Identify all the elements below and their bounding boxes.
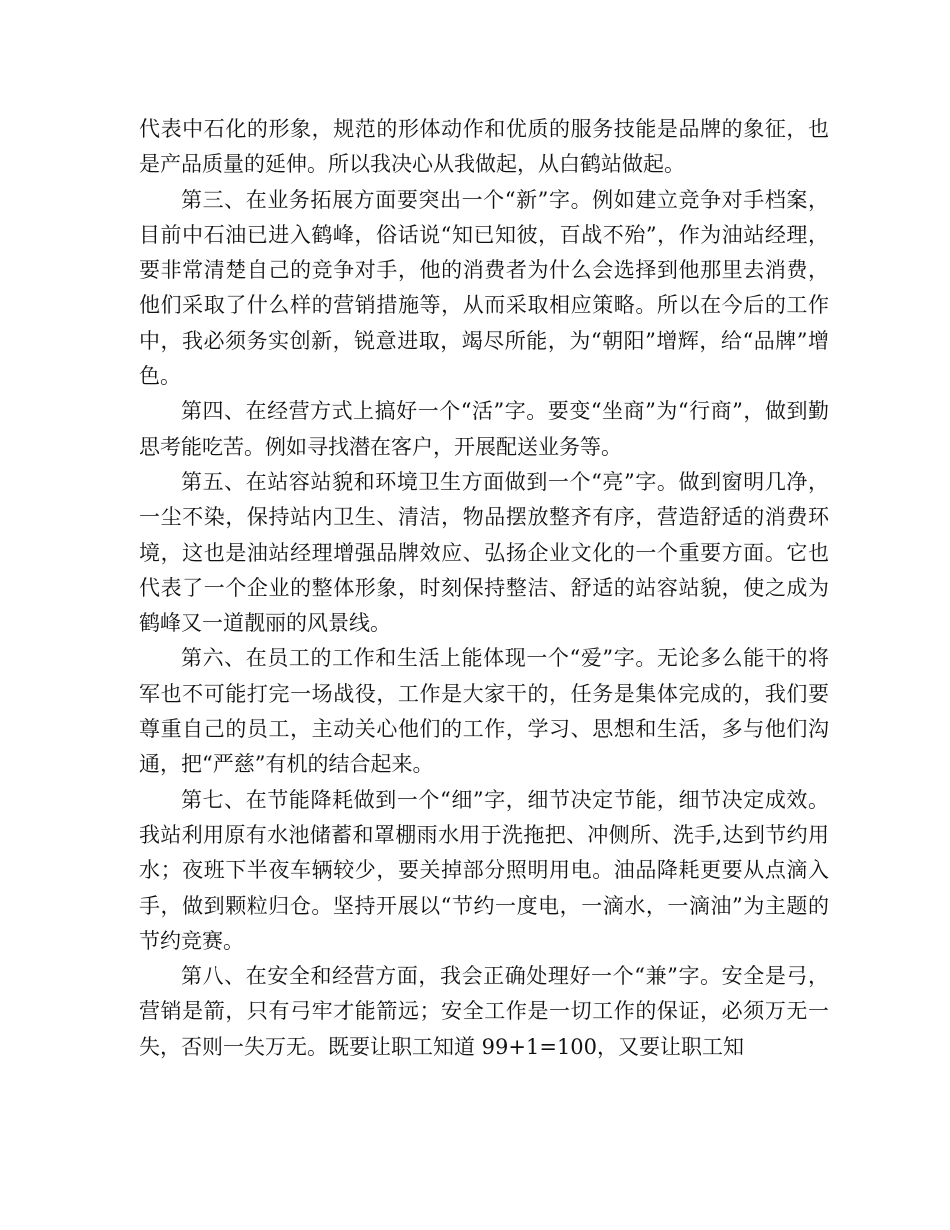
paragraph-eighth-point: 第八、在安全和经营方面，我会正确处理好一个“兼”字。安全是弓，营销是箭，只有弓牢才能箭远；安全工作是一切工作的保证，必须万无一失，否则一失万无。既要让职工知道 99+1=100，又要让职工知 bbox=[139, 964, 829, 1059]
paragraph-fourth-point: 第四、在经营方式上搞好一个“活”字。要变“坐商”为“行商”，做到勤思考能吃苦。例如寻找潜在客户，开展配送业务等。 bbox=[139, 399, 829, 459]
paragraph-fifth-point: 第五、在站容站貌和环境卫生方面做到一个“亮”字。做到窗明几净，一尘不染，保持站内卫生、清洁，物品摆放整齐有序，营造舒适的消费环境，这也是油站经理增强品牌效应、弘扬企业文化的一个重要方面。它也代表了一个企业的整体形象，时刻保持整洁、舒适的站容站貌，使之成为鹤峰又一道靓丽的风景线。 bbox=[139, 469, 829, 636]
paragraph-third-point: 第三、在业务拓展方面要突出一个“新”字。例如建立竞争对手档案，目前中石油已进入鹤峰，俗话说“知已知彼，百战不殆”，作为油站经理，要非常清楚自己的竞争对手，他的消费者为什么会选择到他那里去消费，他们采取了什么样的营销措施等，从而采取相应策略。所以在今后的工作中，我必须务实创新，锐意进取，竭尽所能，为“朝阳”增辉，给“品牌”增色。 bbox=[139, 187, 829, 389]
paragraph-continued: 代表中石化的形象，规范的形体动作和优质的服务技能是品牌的象征，也是产品质量的延伸。所以我决心从我做起，从白鹤站做起。 bbox=[139, 117, 829, 177]
document-body bbox=[139, 112, 829, 1065]
paragraph-seventh-point: 第七、在节能降耗做到一个“细”字，细节决定节能，细节决定成效。我站利用原有水池储蓄和罩棚雨水用于洗拖把、冲侧所、洗手,达到节约用水；夜班下半夜车辆较少，要关掉部分照明用电。油品降耗更要从点滴入手，做到颗粒归仓。坚持开展以“节约一度电，一滴水，一滴油”为主题的节约竞赛。 bbox=[139, 787, 829, 953]
paragraph-sixth-point: 第六、在员工的工作和生活上能体现一个“爱”字。无论多么能干的将军也不可能打完一场战役，工作是大家干的，任务是集体完成的，我们要尊重自己的员工，主动关心他们的工作，学习、思想和生活，多与他们沟通，把“严慈”有机的结合起来。 bbox=[139, 646, 829, 777]
